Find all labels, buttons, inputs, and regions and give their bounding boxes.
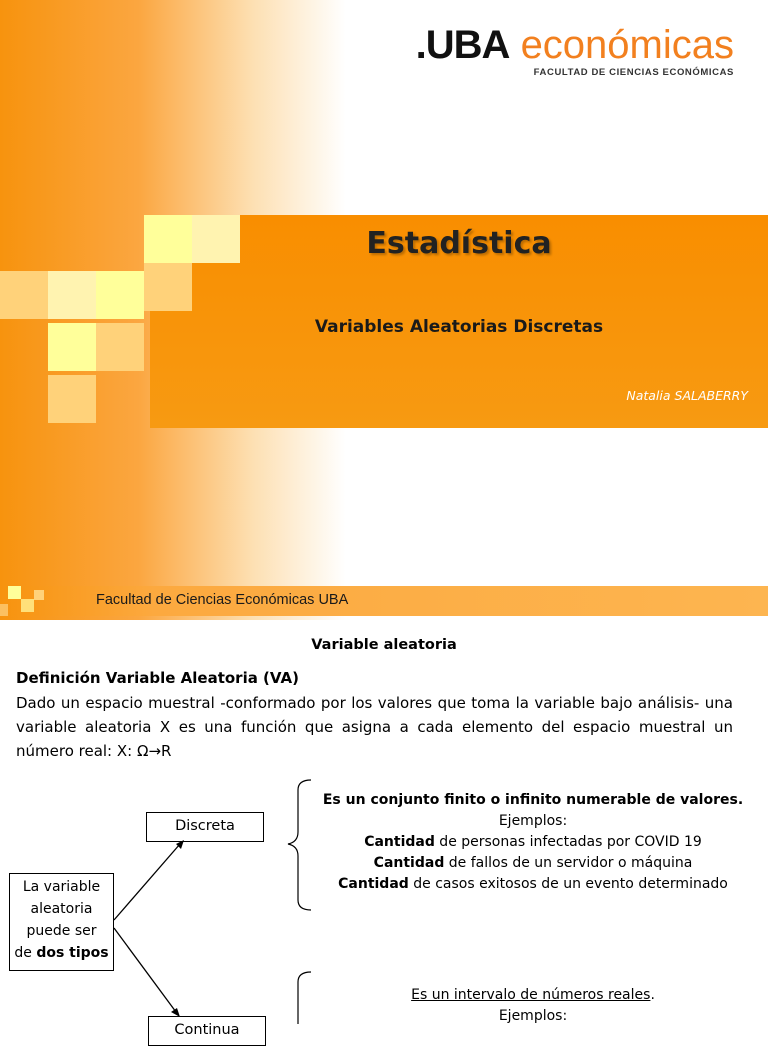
logo-brand-name: económicas	[520, 23, 734, 67]
decor-square	[96, 323, 144, 371]
decor-square	[48, 375, 96, 423]
example-text: de personas infectadas por COVID 19	[434, 834, 702, 850]
decor-square	[144, 263, 192, 311]
root-line-4	[10, 942, 113, 964]
example-text: de casos exitosos de un evento determinado	[408, 876, 728, 892]
slide-author: Natalia SALABERRY	[626, 388, 748, 403]
root-line-4-bold: dos tipos	[36, 945, 109, 961]
definition-heading: Definición Variable Aleatoria (VA)	[16, 669, 299, 687]
document-title: Variable aleatoria	[311, 637, 457, 653]
root-line-4-prefix: de	[14, 945, 37, 961]
discrete-example	[300, 874, 766, 895]
example-keyword: Cantidad	[373, 855, 445, 871]
continuous-definition: Es un intervalo de números reales	[411, 987, 651, 1003]
decor-square	[48, 323, 96, 371]
footer-decor-square	[8, 586, 21, 599]
discrete-example	[300, 832, 766, 853]
logo-tagline: FACULTAD DE CIENCIAS ECONÓMICAS	[533, 67, 734, 78]
slide-footer-text: Facultad de Ciencias Económicas UBA	[96, 592, 349, 608]
continua-box: Continua	[148, 1016, 266, 1046]
random-variable-box	[9, 873, 114, 971]
slide-title: Estadística	[366, 226, 552, 261]
discrete-description	[300, 790, 766, 895]
continuous-description	[300, 985, 766, 1027]
definition-body: Dado un espacio muestral -conformado por los valores que toma la variable bajo análisis- una variable aleatoria X es una función que asigna a cada elemento del espacio muestral un número real: X: Ω→R	[16, 694, 733, 760]
root-line-1: La variable	[22, 879, 101, 895]
decor-square	[0, 271, 48, 319]
decor-square	[48, 271, 96, 319]
continuous-examples-label: Ejemplos:	[498, 1008, 568, 1024]
footer-decor-square	[21, 599, 34, 612]
decor-square	[96, 271, 144, 319]
discrete-example	[300, 853, 766, 874]
root-line-2: aleatoria	[30, 901, 93, 917]
example-keyword: Cantidad	[338, 876, 409, 892]
uba-logo	[416, 24, 734, 78]
discreta-box: Discreta	[146, 812, 264, 842]
root-line-3: puede ser	[26, 923, 97, 939]
footer-decor-square	[34, 590, 44, 600]
slide-subtitle: Variables Aleatorias Discretas	[314, 317, 604, 337]
discrete-definition: Es un conjunto finito o infinito numerable de valores.	[322, 792, 744, 808]
logo-brand-prefix: .UBA	[415, 23, 510, 67]
example-text: de fallos de un servidor o máquina	[444, 855, 693, 871]
arrow-to-discreta	[114, 844, 180, 920]
discrete-examples-label: Ejemplos:	[498, 813, 568, 829]
continuous-definition-end: .	[650, 987, 655, 1003]
example-keyword: Cantidad	[364, 834, 435, 850]
arrow-to-continua	[114, 928, 176, 1012]
footer-decor-square	[0, 604, 8, 616]
